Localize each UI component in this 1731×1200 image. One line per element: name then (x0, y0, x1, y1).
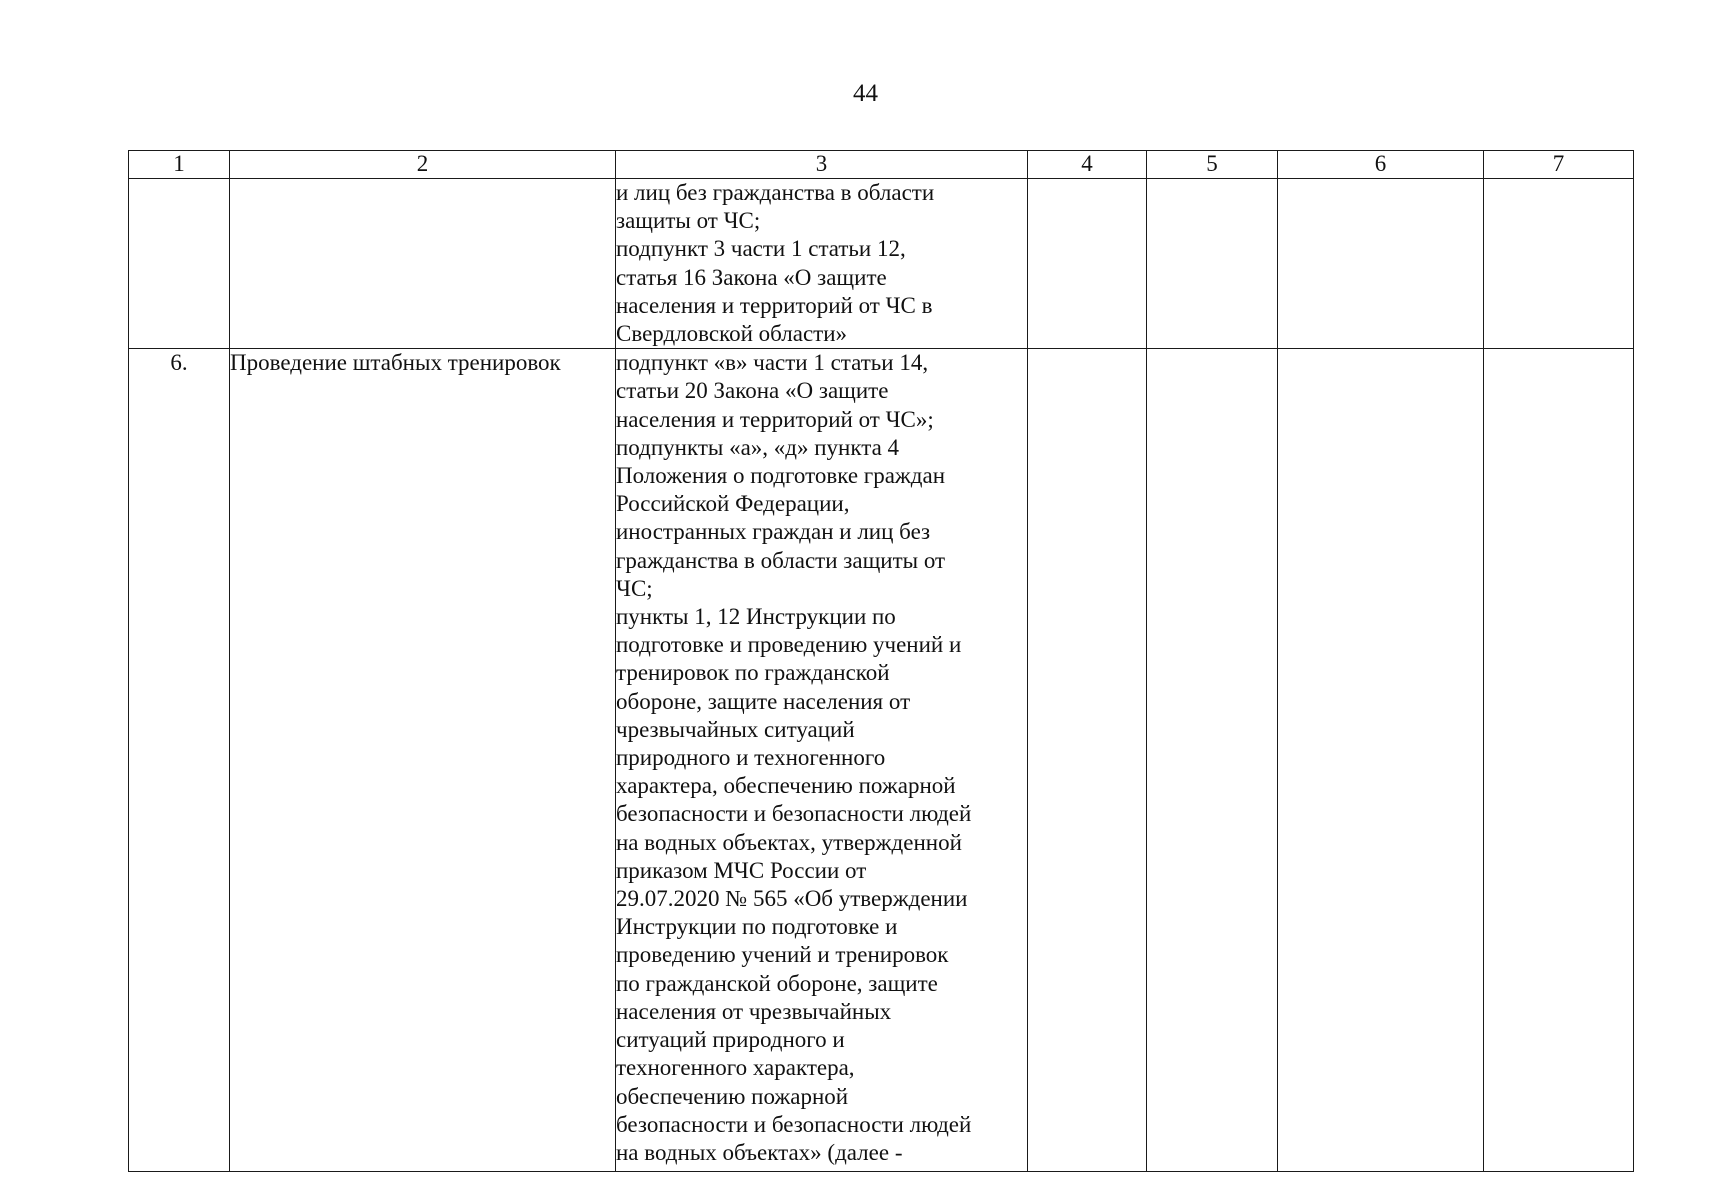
legal-basis-line: населения и территорий от ЧС в (616, 292, 933, 318)
legal-basis-line: на водных объектах, утвержденной (616, 829, 962, 855)
legal-basis-line: по гражданской обороне, защите (616, 970, 938, 996)
table-row (129, 349, 1634, 1172)
row-number-cell (129, 179, 230, 349)
legal-basis-line: Свердловской области» (616, 321, 848, 347)
column-6-cell (1278, 179, 1484, 349)
legal-basis-line: ситуаций природного и (616, 1027, 845, 1053)
legal-basis-line: чрезвычайных ситуаций (616, 716, 855, 742)
legal-basis-line: населения и территорий от ЧС»; (616, 406, 934, 432)
legal-basis-line: защиты от ЧС; (616, 208, 761, 234)
legal-basis-line: пункты 1, 12 Инструкции по (616, 604, 896, 630)
column-7-cell (1484, 349, 1634, 1172)
legal-basis-line: проведению учений и тренировок (616, 942, 949, 968)
legal-basis-line: безопасности и безопасности людей (616, 801, 972, 827)
legal-basis-line: ЧС; (616, 575, 653, 601)
legal-basis-line: статьи 20 Закона «О защите (616, 378, 889, 404)
column-7-cell (1484, 179, 1634, 349)
legal-basis-line: на водных объектах» (далее - (616, 1139, 903, 1165)
legal-basis-cell (616, 349, 1028, 1172)
column-header-2: 2 (230, 151, 616, 179)
legal-basis-line: подпункт 3 части 1 статьи 12, (616, 236, 906, 262)
legal-basis-line: приказом МЧС России от (616, 857, 867, 883)
column-5-cell (1147, 179, 1278, 349)
column-6-cell (1278, 349, 1484, 1172)
legal-basis-line: иностранных граждан и лиц без (616, 519, 931, 545)
legal-basis-line: Инструкции по подготовке и (616, 914, 898, 940)
column-header-6: 6 (1278, 151, 1484, 179)
page-number: 44 (853, 80, 878, 107)
column-header-row (129, 151, 1634, 179)
legal-basis-line: тренировок по гражданской (616, 660, 890, 686)
row-number-cell: 6. (129, 349, 230, 1172)
legal-basis-line: обороне, защите населения от (616, 688, 911, 714)
legal-basis-line: безопасности и безопасности людей (616, 1111, 972, 1137)
legal-basis-line: природного и техногенного (616, 745, 886, 771)
legal-basis-cell (616, 179, 1028, 349)
legal-basis-line: подготовке и проведению учений и (616, 632, 962, 658)
legal-basis-line: подпункты «а», «д» пункта 4 (616, 434, 900, 460)
legal-basis-line: 29.07.2020 № 565 «Об утверждении (616, 886, 968, 912)
column-header-4: 4 (1028, 151, 1147, 179)
column-4-cell (1028, 179, 1147, 349)
legal-basis-line: подпункт «в» части 1 статьи 14, (616, 350, 929, 376)
column-header-1: 1 (129, 151, 230, 179)
legal-basis-line: Положения о подготовке граждан (616, 463, 946, 489)
column-4-cell (1028, 349, 1147, 1172)
column-header-3: 3 (616, 151, 1028, 179)
document-table (128, 150, 1634, 1172)
table-row (129, 179, 1634, 349)
column-5-cell (1147, 349, 1278, 1172)
column-header-7: 7 (1484, 151, 1634, 179)
column-header-5: 5 (1147, 151, 1278, 179)
legal-basis-line: и лиц без гражданства в области (616, 180, 935, 205)
legal-basis-line: статья 16 Закона «О защите (616, 264, 887, 290)
legal-basis-line: обеспечению пожарной (616, 1083, 849, 1109)
event-name-cell: Проведение штабных тренировок (230, 349, 616, 1172)
legal-basis-line: характера, обеспечению пожарной (616, 773, 956, 799)
event-name-cell (230, 179, 616, 349)
legal-basis-line: Российской Федерации, (616, 491, 850, 517)
legal-basis-line: населения от чрезвычайных (616, 998, 892, 1024)
legal-basis-line: гражданства в области защиты от (616, 547, 946, 573)
legal-basis-line: техногенного характера, (616, 1055, 855, 1081)
